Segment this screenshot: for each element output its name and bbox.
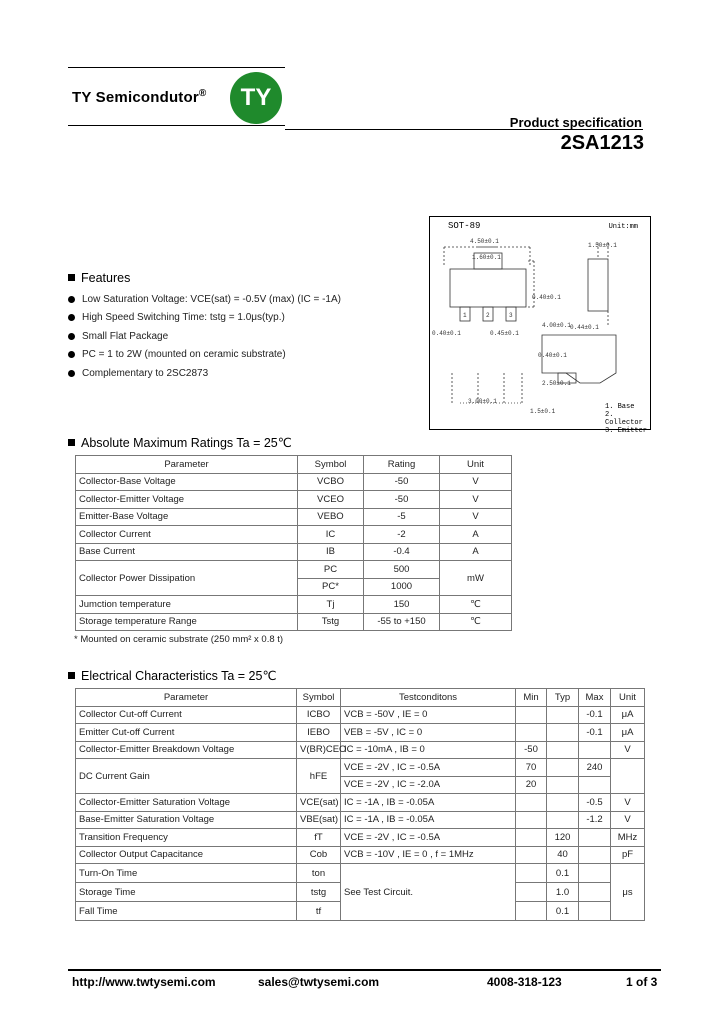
- table-header-row: [76, 456, 512, 474]
- header-top-rule: [68, 67, 285, 68]
- cell-min: [516, 706, 547, 724]
- cell-param: Fall Time: [76, 902, 297, 921]
- table-row: [76, 526, 512, 544]
- table-row: [76, 596, 512, 614]
- cell-param: Storage Time: [76, 883, 297, 902]
- cell-symbol: PC: [298, 561, 364, 579]
- bullet-dot-icon: [68, 351, 75, 358]
- cell-typ: [547, 811, 579, 829]
- header-bottom-rule: [68, 125, 285, 126]
- cell-max: [579, 883, 611, 902]
- cell-unit: V: [440, 491, 512, 509]
- cell-max: 240: [579, 759, 611, 777]
- cell-typ: 1.0: [547, 883, 579, 902]
- cell-max: [579, 902, 611, 921]
- cell-symbol: PC*: [298, 578, 364, 596]
- cell-min: [516, 883, 547, 902]
- col-header: Max: [579, 689, 611, 707]
- dim-bottom: 3.00±0.1: [468, 398, 497, 405]
- cell-rating: -50: [364, 473, 440, 491]
- cell-condition: VCB = -10V , IE = 0 , f = 1MHz: [341, 846, 516, 864]
- cell-symbol: Cob: [297, 846, 341, 864]
- dim-lead-left: 0.40±0.1: [432, 330, 461, 337]
- feature-item: Complementary to 2SC2873: [68, 364, 341, 383]
- cell-max: -0.1: [579, 706, 611, 724]
- cell-condition: VCE = -2V , IC = -2.0A: [341, 776, 516, 794]
- dim-right-1: 4.00±0.1: [542, 322, 571, 329]
- cell-unit: mW: [440, 561, 512, 596]
- cell-param: Collector-Emitter Breakdown Voltage: [76, 741, 297, 759]
- cell-param: Collector-Emitter Voltage: [76, 491, 298, 509]
- table-row: [76, 741, 645, 759]
- cell-rating: 500: [364, 561, 440, 579]
- table-row: [76, 491, 512, 509]
- cell-min: [516, 829, 547, 847]
- cell-typ: [547, 741, 579, 759]
- footer-rule: [68, 969, 661, 971]
- cell-param: Emitter-Base Voltage: [76, 508, 298, 526]
- cell-condition: VCB = -50V , IE = 0: [341, 706, 516, 724]
- page-number: 1 of 3: [626, 975, 658, 989]
- col-header: Testconditons: [341, 689, 516, 707]
- elec-table: [75, 688, 645, 921]
- cell-rating: -2: [364, 526, 440, 544]
- bullet-square-icon: [68, 672, 75, 679]
- cell-min: [516, 902, 547, 921]
- cell-unit: A: [440, 543, 512, 561]
- cell-condition: VCE = -2V , IC = -0.5A: [341, 829, 516, 847]
- cell-unit: [611, 759, 645, 794]
- cell-param: Base Current: [76, 543, 298, 561]
- cell-param: Storage temperature Range: [76, 613, 298, 631]
- cell-symbol: hFE: [297, 759, 341, 794]
- cell-unit: μA: [611, 706, 645, 724]
- table-row: [76, 473, 512, 491]
- package-unit: Unit:mm: [608, 223, 638, 231]
- col-header: Symbol: [298, 456, 364, 474]
- abs-max-footnote: * Mounted on ceramic substrate (250 mm² x 0.8 t): [74, 634, 284, 645]
- cell-condition: See Test Circuit.: [341, 864, 516, 921]
- cell-typ: [547, 776, 579, 794]
- cell-typ: 40: [547, 846, 579, 864]
- cell-symbol: tf: [297, 902, 341, 921]
- cell-unit: ℃: [440, 596, 512, 614]
- abs-max-heading: Absolute Maximum Ratings Ta = 25℃: [68, 435, 292, 450]
- col-header: Unit: [611, 689, 645, 707]
- col-header: Parameter: [76, 689, 297, 707]
- cell-min: [516, 864, 547, 883]
- cell-symbol: VCE(sat): [297, 794, 341, 812]
- cell-symbol: VCEO: [298, 491, 364, 509]
- cell-unit: V: [611, 741, 645, 759]
- cell-param: Base-Emitter Saturation Voltage: [76, 811, 297, 829]
- col-header: Symbol: [297, 689, 341, 707]
- col-header: Min: [516, 689, 547, 707]
- dim-tab: 1.60±0.1: [472, 254, 501, 261]
- bullet-square-icon: [68, 274, 75, 281]
- table-header-row: [76, 689, 645, 707]
- table-row: [76, 543, 512, 561]
- features-list: [68, 290, 341, 383]
- cell-max: [579, 741, 611, 759]
- table-row: [76, 508, 512, 526]
- pin-legend: [605, 403, 650, 435]
- cell-rating: -50: [364, 491, 440, 509]
- package-drawing: [429, 216, 651, 435]
- cell-typ: 120: [547, 829, 579, 847]
- cell-param: Collector Current: [76, 526, 298, 544]
- table-row: [76, 829, 645, 847]
- bullet-dot-icon: [68, 314, 75, 321]
- cell-unit: pF: [611, 846, 645, 864]
- cell-max: -0.5: [579, 794, 611, 812]
- col-header: Parameter: [76, 456, 298, 474]
- cell-symbol: ton: [297, 864, 341, 883]
- pin-legend-2: 2. Collector: [605, 411, 643, 427]
- cell-unit: μA: [611, 724, 645, 742]
- cell-param: Transition Frequency: [76, 829, 297, 847]
- cell-max: [579, 776, 611, 794]
- footer-email-link[interactable]: sales@twtysemi.com: [258, 975, 380, 989]
- cell-typ: [547, 759, 579, 777]
- table-row: [76, 759, 645, 777]
- table-row: [76, 613, 512, 631]
- cell-max: [579, 829, 611, 847]
- pin-number-2: 2: [486, 312, 490, 319]
- cell-min: [516, 846, 547, 864]
- cell-max: [579, 864, 611, 883]
- table-row: [76, 846, 645, 864]
- abs-max-table: [75, 455, 512, 631]
- footer-phone: 4008-318-123: [487, 975, 562, 989]
- cell-symbol: IC: [298, 526, 364, 544]
- cell-symbol: VEBO: [298, 508, 364, 526]
- cell-min: 70: [516, 759, 547, 777]
- cell-param: Collector Cut-off Current: [76, 706, 297, 724]
- cell-symbol: fT: [297, 829, 341, 847]
- feature-item: High Speed Switching Time: tstg = 1.0μs(typ.): [68, 309, 341, 328]
- cell-typ: [547, 724, 579, 742]
- cell-rating: 1000: [364, 578, 440, 596]
- cell-symbol: VCBO: [298, 473, 364, 491]
- bullet-dot-icon: [68, 333, 75, 340]
- cell-unit: V: [611, 794, 645, 812]
- cell-unit: A: [440, 526, 512, 544]
- dim-side: 1.50±0.1: [588, 242, 617, 249]
- feature-item: PC = 1 to 2W (mounted on ceramic substrate): [68, 346, 341, 365]
- cell-condition: IC = -1A , IB = -0.05A: [341, 811, 516, 829]
- cell-param: Turn-On Time: [76, 864, 297, 883]
- cell-param: Collector Power Dissipation: [76, 561, 298, 596]
- cell-rating: -0.4: [364, 543, 440, 561]
- cell-symbol: VBE(sat): [297, 811, 341, 829]
- feature-item: Low Saturation Voltage: VCE(sat) = -0.5V (max) (IC = -1A): [68, 290, 341, 309]
- cell-condition: VCE = -2V , IC = -0.5A: [341, 759, 516, 777]
- cell-param: DC Current Gain: [76, 759, 297, 794]
- brand-name: TY Semicondutor®: [72, 88, 207, 106]
- cell-condition: VEB = -5V , IC = 0: [341, 724, 516, 742]
- cell-typ: [547, 794, 579, 812]
- col-header: Unit: [440, 456, 512, 474]
- dim-lead-mid: 0.45±0.1: [490, 330, 519, 337]
- features-heading: Features: [68, 271, 130, 285]
- cell-unit: MHz: [611, 829, 645, 847]
- cell-unit: V: [440, 473, 512, 491]
- cell-condition: IC = -10mA , IB = 0: [341, 741, 516, 759]
- cell-min: [516, 794, 547, 812]
- table-row: [76, 561, 512, 579]
- dim-top: 4.50±0.1: [470, 238, 499, 245]
- dim-right-2: 2.50±0.1: [542, 380, 571, 387]
- cell-symbol: ICBO: [297, 706, 341, 724]
- pin-number-3: 3: [509, 312, 513, 319]
- elec-heading: Electrical Characteristics Ta = 25℃: [68, 668, 276, 683]
- pin-legend-1: 1. Base: [605, 403, 635, 411]
- cell-param: Emitter Cut-off Current: [76, 724, 297, 742]
- cell-min: -50: [516, 741, 547, 759]
- cell-rating: 150: [364, 596, 440, 614]
- bullet-dot-icon: [68, 370, 75, 377]
- dim-right-3: 1.5±0.1: [530, 408, 556, 415]
- cell-param: Jumction temperature: [76, 596, 298, 614]
- cell-max: -0.1: [579, 724, 611, 742]
- table-row: [76, 794, 645, 812]
- cell-min: 20: [516, 776, 547, 794]
- bullet-square-icon: [68, 439, 75, 446]
- cell-symbol: Tstg: [298, 613, 364, 631]
- dim-right-5: 0.44±0.1: [570, 324, 599, 331]
- cell-param: Collector-Base Voltage: [76, 473, 298, 491]
- col-header: Typ: [547, 689, 579, 707]
- cell-unit: V: [611, 811, 645, 829]
- cell-param: Collector-Emitter Saturation Voltage: [76, 794, 297, 812]
- cell-min: [516, 724, 547, 742]
- feature-item: Small Flat Package: [68, 327, 341, 346]
- cell-symbol: tstg: [297, 883, 341, 902]
- table-row: [76, 706, 645, 724]
- cell-symbol: IEBO: [297, 724, 341, 742]
- cell-min: [516, 811, 547, 829]
- cell-symbol: IB: [298, 543, 364, 561]
- table-row: [76, 864, 645, 883]
- package-title: SOT-89: [448, 221, 481, 231]
- dim-right-6: 0.40±0.1: [532, 294, 561, 301]
- package-outline-svg: [430, 217, 652, 431]
- cell-symbol: V(BR)CEO: [297, 741, 341, 759]
- product-spec-label: Product specification: [509, 115, 642, 130]
- cell-rating: -55 to +150: [364, 613, 440, 631]
- cell-typ: 0.1: [547, 902, 579, 921]
- cell-rating: -5: [364, 508, 440, 526]
- cell-unit: V: [440, 508, 512, 526]
- cell-typ: 0.1: [547, 864, 579, 883]
- cell-typ: [547, 706, 579, 724]
- table-row: [76, 724, 645, 742]
- col-header: Rating: [364, 456, 440, 474]
- cell-max: [579, 846, 611, 864]
- company-logo: TY: [230, 72, 282, 124]
- cell-unit: ℃: [440, 613, 512, 631]
- cell-symbol: Tj: [298, 596, 364, 614]
- dim-right-4: 0.40±0.1: [538, 352, 567, 359]
- pin-number-1: 1: [463, 312, 467, 319]
- cell-param: Collector Output Capacitance: [76, 846, 297, 864]
- part-number: 2SA1213: [560, 132, 644, 154]
- table-row: [76, 811, 645, 829]
- cell-unit: μs: [611, 864, 645, 921]
- cell-max: -1.2: [579, 811, 611, 829]
- footer-website-link[interactable]: http://www.twtysemi.com: [72, 975, 216, 989]
- cell-condition: IC = -1A , IB = -0.05A: [341, 794, 516, 812]
- bullet-dot-icon: [68, 296, 75, 303]
- pin-legend-3: 3. Emitter: [605, 427, 648, 435]
